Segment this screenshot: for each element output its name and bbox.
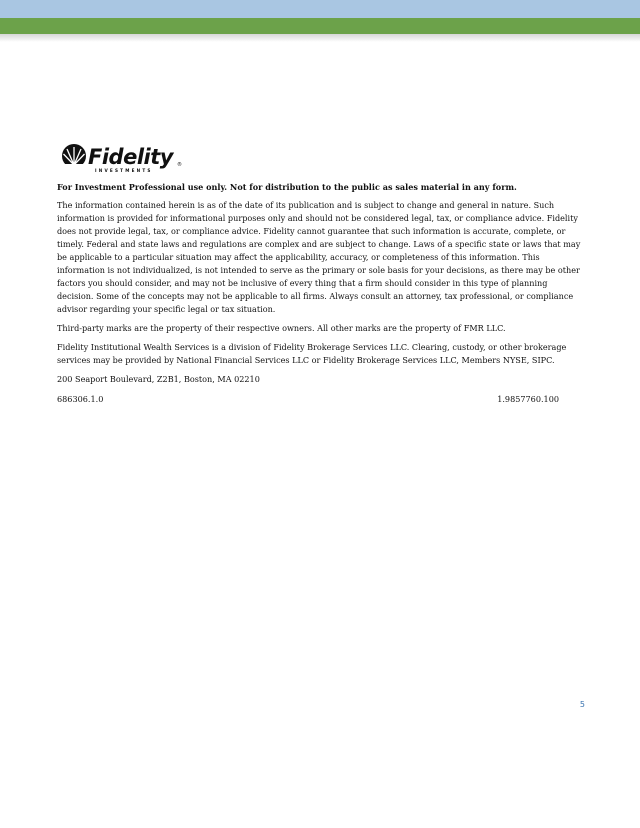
document-code-right: 1.9857760.100 <box>497 394 559 404</box>
starburst-icon <box>62 144 86 169</box>
document-codes <box>57 393 559 406</box>
logo-wordmark: Fidelity <box>88 145 173 169</box>
disclosure-section <box>57 181 581 406</box>
disclosure-lead: For Investment Professional use only. Not for distribution to the public as sales material in any form. <box>57 182 517 192</box>
document-code-left: 686306.1.0 <box>57 394 104 404</box>
header-band-shadow <box>0 34 640 42</box>
header-band-blue <box>0 0 640 18</box>
header-band-green <box>0 18 640 34</box>
page-number: 5 <box>579 700 585 709</box>
fidelity-logo <box>60 142 184 174</box>
disclosure-body: The information contained herein is as of the date of its publication and is subject to change and general in nature. Such information is provided for informational purposes only and should not be considered legal, tax, or compliance advice. Fidelity does not provide legal, tax, or compliance advice. Fidelity cannot guarantee that such information is accurate, complete, or timely. Federal and state laws and regulations are complex and are subject to change. Laws of a specific state or laws that may be applicable to a particular situation may affect the applicability, accuracy, or completeness of this information. This information is not individualized, is not intended to serve as the primary or sole basis for your decisions, as there may be other factors you should consider, and may not be inclusive of every thing that a firm should consider in this type of planning decision. Some of the concepts may not be applicable to all firms. Always consult an attorney, tax professional, or compliance advisor regarding your specific legal or tax situation. <box>57 200 581 314</box>
logo-registered-mark: ® <box>177 162 182 168</box>
trademark-notice: Third-party marks are the property of their respective owners. All other marks are the property of FMR LLC. <box>57 323 506 333</box>
logo-subtext: INVESTMENTS <box>95 168 153 173</box>
company-address: 200 Seaport Boulevard, Z2B1, Boston, MA 02210 <box>57 374 260 384</box>
division-notice: Fidelity Institutional Wealth Services is a division of Fidelity Brokerage Services LLC. Clearing, custody, or other brokerage services may be provided by National Financial Services LLC or Fidelity Brokerage Services LLC, Members NYSE, SIPC. <box>57 342 567 365</box>
